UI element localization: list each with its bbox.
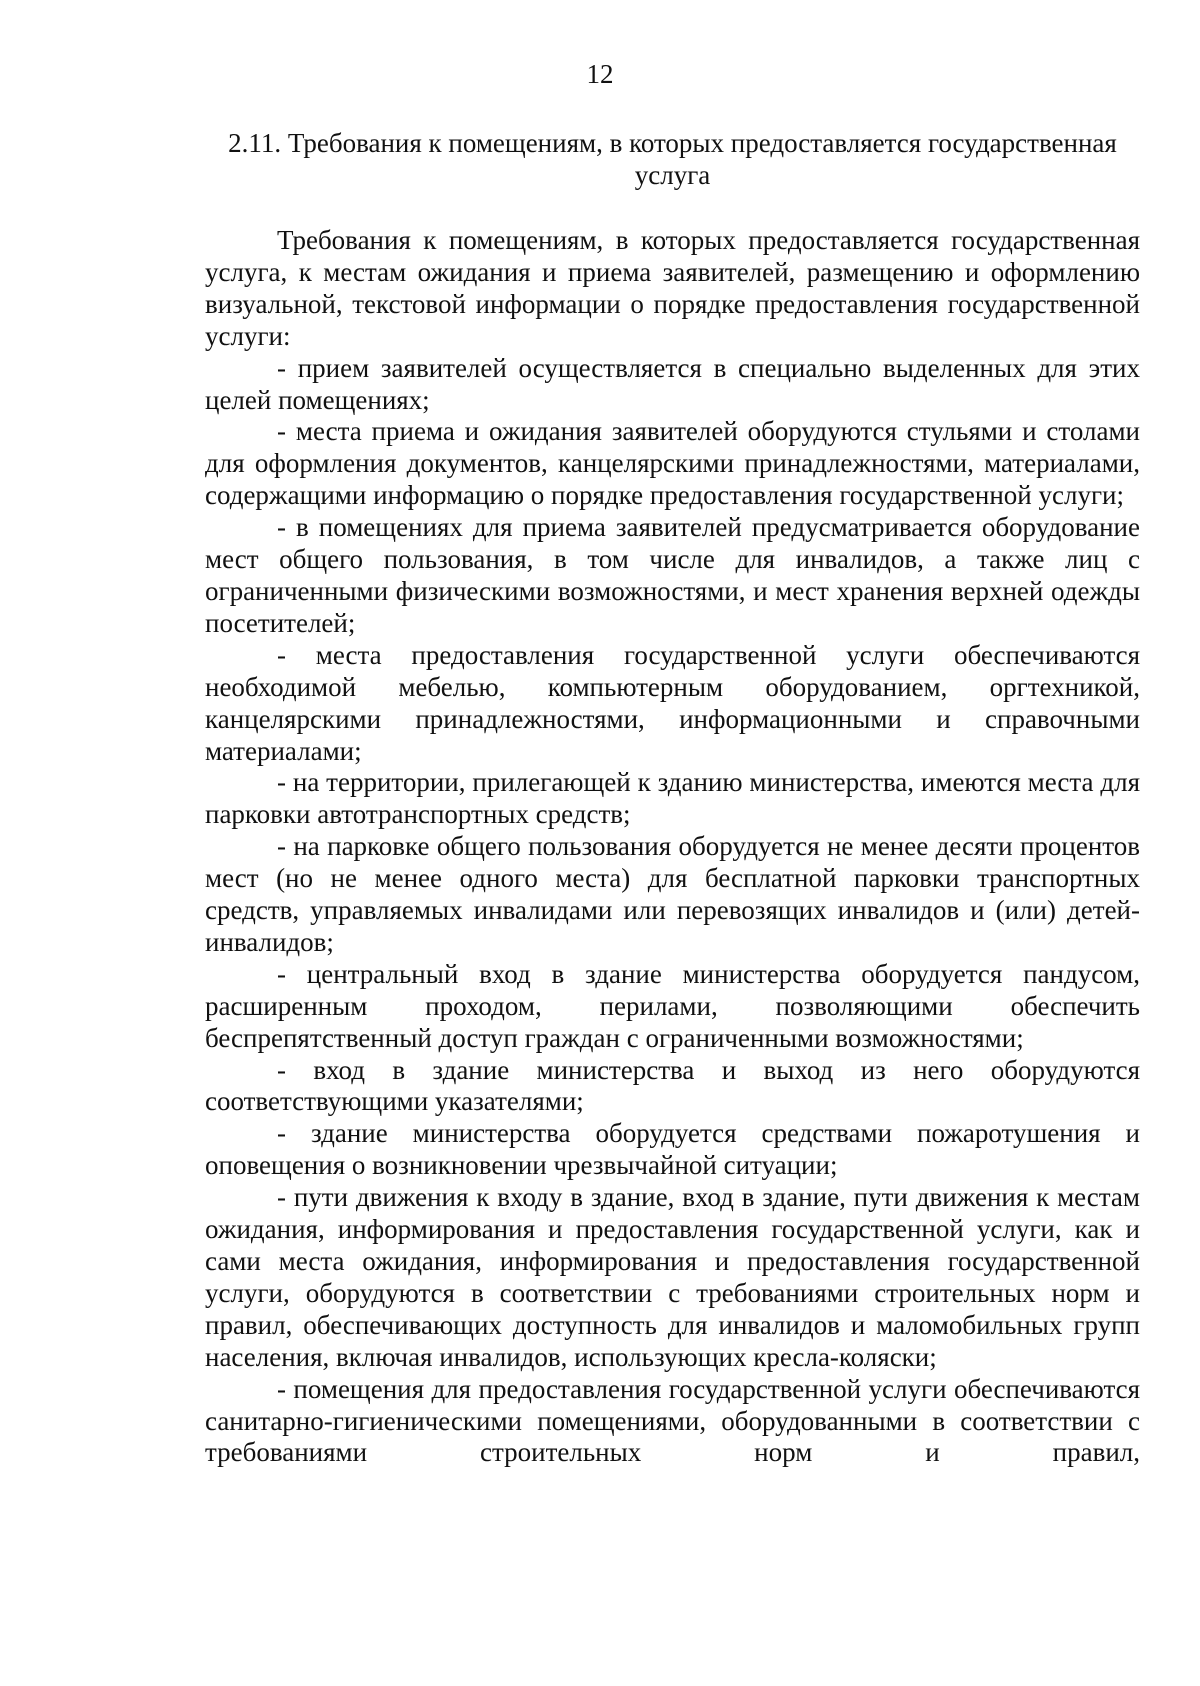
list-item: - на территории, прилегающей к зданию министерства, имеются места для парковки автотранспортных средств; [205,767,1140,830]
paragraph-intro: Требования к помещениям, в которых предоставляется государственная услуга, к местам ожидания и приема заявителей, размещению и оформлению визуальной, текстовой информации о порядке предоставления государственной услуги: [205,225,1140,351]
list-item: - места приема и ожидания заявителей оборудуются стульями и столами для оформления документов, канцелярскими принадлежностями, материалами, содержащими информацию о порядке предоставления государственной услуги; [205,416,1140,511]
list-item: - места предоставления государственной услуги обеспечиваются необходимой мебелью, компьютерным оборудованием, оргтехникой, канцелярскими принадлежностями, информационными и справочными материалами; [205,639,1140,766]
list-item: - центральный вход в здание министерства оборудуется пандусом, расширенным проходом, перилами, позволяющими обеспечить беспрепятственный доступ граждан с ограниченными возможностями; [205,958,1140,1053]
list-item: - в помещениях для приема заявителей предусматривается оборудование мест общего пользования, в том числе для инвалидов, а также лиц с ограниченными физическими возможностями, и мест хранения верхней одежды посетителей; [205,512,1140,638]
list-item: - здание министерства оборудуется средствами пожаротушения и оповещения о возникновении чрезвычайной ситуации; [205,1118,1140,1181]
page-number: 12 [586,59,614,89]
document-body [205,225,1140,1469]
list-item: - помещения для предоставления государственной услуги обеспечиваются санитарно-гигиеническими помещениями, оборудованными в соответствии с требованиями строительных норм и правил, [205,1373,1140,1468]
list-item: - пути движения к входу в здание, вход в здание, пути движения к местам ожидания, информирования и предоставления государственной услуги, как и сами места ожидания, информирования и предоставления государственной услуги, оборудуются в соответствии с требованиями строительных норм и правил, обеспечивающих доступность для инвалидов и маломобильных групп населения, включая инвалидов, использующих кресла-коляски; [205,1182,1140,1372]
list-item: - вход в здание министерства и выход из него оборудуются соответствующими указателями; [205,1054,1140,1117]
list-item: - на парковке общего пользования оборудуется не менее десяти процентов мест (но не менее одного места) для бесплатной парковки транспортных средств, управляемых инвалидами или перевозящих инвалидов и (или) детей-инвалидов; [205,831,1140,957]
list-item: - прием заявителей осуществляется в специально выделенных для этих целей помещениях; [205,352,1140,415]
section-title: 2.11. Требования к помещениям, в которых предоставляется государственная услуга [228,128,1117,190]
